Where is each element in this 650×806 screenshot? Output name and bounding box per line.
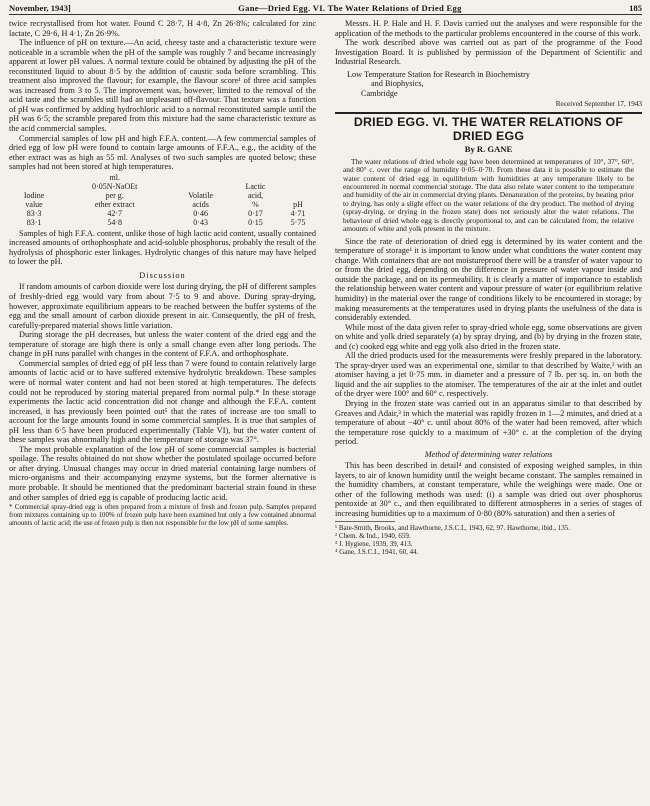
section-heading-discussion: Discussion bbox=[139, 270, 186, 280]
table-header-cell: % bbox=[252, 199, 259, 209]
table-header-row bbox=[9, 200, 316, 209]
paragraph: Messrs. H. P. Hale and H. F. Davis carried out the analyses and were responsible for the application of the methods to the particular problems encountered in the course of this work. bbox=[335, 19, 642, 38]
table-header-cell bbox=[170, 173, 231, 182]
table-row bbox=[9, 218, 316, 227]
table-cell: 42·7 bbox=[107, 208, 123, 218]
header-title: Gane—Dried Egg. VI. The Water Relations of Dried Egg bbox=[238, 3, 462, 13]
reference: ³ J. Hygiene, 1939, 39, 413. bbox=[335, 539, 413, 548]
subsection-heading: Method of determining water relations bbox=[424, 449, 553, 459]
institution-address bbox=[347, 70, 642, 99]
paragraph: While most of the data given refer to spray-dried whole egg, some observations are given on white and yolk dried separately (a) by spray drying, and (b) by drying in the frozen state, and (c) cooked egg white and egg yolk also dried in the frozen state. bbox=[335, 322, 642, 351]
table-header-cell: pH bbox=[293, 199, 303, 209]
footnote: * Commercial spray-dried egg is often prepared from a mixture of fresh and frozen pulp. Samples prepared from mixtures containing up to 100% of frozen pulp have been examined but only a few contained abnormal amounts of lactic acid; the use of frozen pulp is then not responsible for the low pH of some samples. bbox=[9, 504, 316, 527]
paragraph: This has been described in detail⁴ and consisted of exposing weighed samples, in thin layers, to air of known humidity until the weight became constant. The samples remained in the humidity chambers, at constant temperature, while the weighings were made. One or other of the following methods was used: (i) a sample was dried out over phosphorus pentoxide at 30° c., and then equilibrated to different atmospheres in a series of stages of increasing humidities up to a maximum of 0·80 (80% saturation) and then a series of bbox=[335, 461, 642, 518]
table-header-cell: value bbox=[25, 199, 43, 209]
left-column bbox=[9, 19, 316, 556]
reference: ⁴ Gane, J.S.C.I., 1941, 60, 44. bbox=[335, 547, 419, 556]
received-date: Received September 17, 1943 bbox=[555, 99, 642, 108]
table-header-cell bbox=[170, 182, 231, 191]
paragraph: Drying in the frozen state was carried out in an apparatus similar to that described by Greaves and Adair,³ in which the material was rapidly frozen in 1—2 minutes, and dried at a temperature of about −40° c. until about 80% of the water had been removed, after which the temperature rose quickly to a maximum of +30° c. at the completion of the drying period. bbox=[335, 398, 642, 447]
table-cell: 83·1 bbox=[26, 217, 42, 227]
footnote-rule bbox=[335, 521, 395, 522]
address-line: Low Temperature Station for Research in Biochemistry bbox=[347, 69, 531, 79]
header-date: November, 1943] bbox=[9, 3, 71, 13]
paragraph: If random amounts of carbon dioxide were lost during drying, the pH of different samples of freshly-dried egg would vary from about 7·5 to 9 and above. During spray-drying, however, approximate equilibrium appears to be reached between the buffer systems of the egg and the small amount of carbon dioxide present in air. Consequently, the pH of fresh, carefully-prepared material shows little variation. bbox=[9, 282, 316, 330]
right-column bbox=[335, 19, 642, 556]
abstract: The water relations of dried whole egg have been determined at temperatures of 10°, 37°, 60°, and 80° c. over the range of humidity 0·05–0·70. From these data it is possible to estimate the water content of dried egg in equilibrium with humidities at any temperature likely to be encountered in normal commercial storage. The data also relate water content to the temperature and humidity of the air in commercial drying plants. Denaturation of the proteins, by heating prior to drying, has only a slight effect on the water relations of the dry product. The method of drying (spray-drying, or drying in the frozen state) does not seriously alter the water relations. The behaviour of dried whole egg is directly proportional to, and can be calculated from, the relative amounts of white and yolk present in the mixture. bbox=[343, 156, 634, 234]
table-cell: 0·15 bbox=[248, 217, 263, 227]
table-header-cell: ml. bbox=[109, 172, 120, 182]
table-header-cell bbox=[280, 173, 316, 182]
paragraph: Since the rate of deterioration of dried egg is determined by its water content and the temperature of storage¹ it is important to know under what conditions the water content may change. With containers that are not moistureproof there will be a transfer of water vapour to or from the dried egg, depending on the difference in pressure of water vapour inside and outside the package, and on its permeability. It is clearly a matter of importance to establish the relationship between water content and vapour pressure of water (or equilibrium relative humidity) in the material over the range of conditions likely to be encountered in storage; by making measurements at the temperatures used in drying plants the usefulness of the data is considerably extended. bbox=[335, 236, 642, 323]
table-header-cell bbox=[280, 191, 316, 200]
table-header-cell: per g. bbox=[105, 190, 124, 200]
table-header-cell bbox=[9, 182, 59, 191]
analysis-table bbox=[9, 173, 316, 227]
address-line: Cambridge bbox=[361, 88, 398, 98]
table-cell: 0·46 bbox=[193, 208, 208, 218]
table-header-cell: ether extract bbox=[94, 199, 135, 209]
table-cell: 4·71 bbox=[290, 208, 306, 218]
reference: ¹ Bate-Smith, Brooks, and Hawthorne, J.S.C.I., 1943, 62, 97. Hawthorne, ibid., 135. bbox=[335, 523, 571, 532]
table-header-cell: Iodine bbox=[23, 190, 45, 200]
references bbox=[335, 524, 642, 556]
paragraph: The most probable explanation of the low pH of some commercial samples is bacterial spoilage. The results obtained do not show whether the postulated spoilage occurred before or after drying. Unusual changes may occur in dried material containing large numbers of micro-organisms and their accompanying enzyme systems, but the former alternative is more probable. It should be mentioned that the predominant bacterial strain found in these and other samples of dried egg is capable of producing lactic acid. bbox=[9, 444, 316, 502]
table-cell: 83·3 bbox=[26, 208, 42, 218]
reference: ² Chem. & Ind., 1940, 659. bbox=[335, 531, 411, 540]
table-cell: 54·8 bbox=[107, 217, 123, 227]
acknowledgements bbox=[335, 19, 642, 67]
article-title: DRIED EGG. VI. THE WATER RELATIONS OF DRIED EGG bbox=[353, 115, 624, 143]
author-byline: By R. GANE bbox=[464, 144, 513, 155]
paragraph: All the dried products used for the measurements were freshly prepared in the laboratory. The spray-dryer used was an experimental one, similar to that described by Waite,² with an atomiser having a jet 0·75 mm. in diameter and a pressure of 7 lb. per sq. in. on both the liquid and the air supplies to the atomiser. The temperatures of the air at the inlet and outlet of the dryer were 100° and 60° c. respectively. bbox=[335, 351, 642, 399]
table-header-cell bbox=[231, 173, 280, 182]
table-cell: 5·75 bbox=[290, 217, 306, 227]
table-header-row bbox=[9, 173, 316, 182]
paragraph: The work described above was carried out as part of the programme of the Food Investigation Board. It is published by permission of the Department of Scientific and Industrial Research. bbox=[335, 38, 642, 67]
table-header-cell: Lactic bbox=[245, 181, 266, 191]
paragraph: Samples of high F.F.A. content, unlike those of high lactic acid content, usually contained increased amounts of orthophosphate and acid-soluble phosphorus, probably the result of the hydrolysis of phosphoric ester linkages. Hydrolytic changes of this nature may have helped to lower the pH. bbox=[9, 228, 316, 267]
paragraph: The influence of pH on texture.—An acid, cheesy taste and a characteristic texture were noticeable in a scramble when the pH of the sample was roughly 7 and became increasingly apparent at lower pH values. A normal texture could be obtained by adjusting the pH of the reconstituted liquid to about 8·5 by the addition of caustic soda before scrambling. This treatment also improved the flavour; for example, the flavour score¹ of three acid samples was increased from 3 to 5. The improvement was, however, limited to the removal of the acid taste and the scrambles still had an unpleasant off-flavour. That texture was a function of pH was confirmed by adding hydrochloric acid to a normal reconstituted sample until the pH was 6·5; the scramble prepared from this mixture had the same characteristic texture as the acid commercial samples. bbox=[9, 38, 316, 134]
table-cell: 0·43 bbox=[193, 217, 208, 227]
divider bbox=[335, 112, 642, 114]
table-row bbox=[9, 209, 316, 218]
table-header-cell bbox=[9, 173, 59, 182]
table-header-row bbox=[9, 182, 316, 191]
table-header-cell: acid, bbox=[247, 190, 264, 200]
table-header-cell: 0·05N-NaOEt bbox=[92, 181, 138, 191]
table-header-cell: acids bbox=[192, 199, 209, 209]
table-header-row bbox=[9, 191, 316, 200]
paragraph: twice recrystallised from hot water. Found C 28·7, H 4·8, Zn 26·8%; calculated for zinc lactate, C 29·6, H 4·1, Zn 26·9%. bbox=[9, 19, 316, 38]
running-header bbox=[9, 3, 642, 15]
page-number: 185 bbox=[629, 3, 642, 13]
table-header-cell: Volatile bbox=[188, 190, 214, 200]
paragraph: Commercial samples of dried egg of pH less than 7 were found to contain relatively large amounts of lactic acid or to have suffered extensive hydrolytic breakdown. These samples were of normal water content and had not been stored at high temperatures. The defects could not be reproduced by storing material prepared from normal pulp.* In these storage experiments the lactic acid concentration did not change and although the F.F.A. content increased, it has previously been pointed out⁵ that the rates of increase are too small to account for the large amounts found in some commercial samples. It is true that samples of pH less than 6·5 have been produced experimentally (Table VI), but the water content of these samples was abnormally high and the temperature of storage was 37°. bbox=[9, 358, 316, 445]
paragraph: Commercial samples of low pH and high F.F.A. content.—A few commercial samples of dried egg of low pH were found to contain large amounts of F.F.A., e.g., the acidity of the ether extract was as high as 55 ml. Analyses of two such samples are quoted below; these samples had not been stored at high temperatures. bbox=[9, 133, 316, 172]
paragraph: During storage the pH decreases, but unless the water content of the dried egg and the temperature of storage are high there is only a small change even after long periods. The change in pH runs parallel with changes in the content of F.F.A. and orthophosphate. bbox=[9, 330, 316, 359]
address-line: and Biophysics, bbox=[371, 79, 424, 89]
table-cell: 0·17 bbox=[248, 208, 263, 218]
table-header-cell bbox=[280, 182, 316, 191]
